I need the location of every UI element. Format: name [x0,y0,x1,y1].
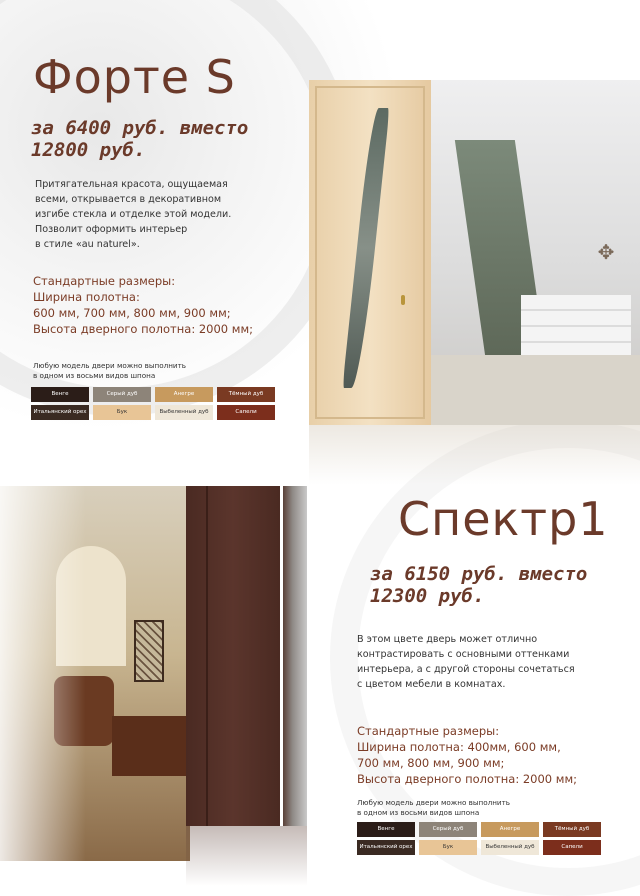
veneer-swatch: Выбеленный дуб [481,840,539,855]
desc-line: изгибе стекла и отделке этой модели. [35,209,232,220]
veneer-swatch: Тёмный дуб [217,387,275,402]
sizes-line: Ширина полотна: [33,290,140,304]
reflection-1 [309,425,640,485]
wall-ornament-icon: ✥ [597,240,615,264]
sizes-heading: Стандартные размеры: [357,724,500,738]
desc-line: интерьера, а с другой стороны сочетаться [357,664,575,675]
product1-price [31,117,301,161]
floor [431,355,640,425]
veneer-swatches-2 [357,822,601,855]
veneer-swatch: Анегре [481,822,539,837]
photo-fade [0,486,190,861]
spektr-door-image [186,486,280,826]
veneer-swatch: Серый дуб [419,822,477,837]
veneer-swatch: Сапели [543,840,601,855]
product2-price-line2: 12300 руб. [370,585,485,607]
veneer-swatch: Итальянский орех [357,840,415,855]
note-line: Любую модель двери можно выполнить [357,798,511,807]
sizes-heading: Стандартные размеры: [33,274,176,288]
product2-description [357,632,597,692]
desc-line: с цветом мебели в комнатах. [357,679,506,690]
veneer-swatch: Серый дуб [93,387,151,402]
veneer-swatch: Сапели [217,405,275,420]
sizes-line: 700 мм, 800 мм, 900 мм; [357,756,505,770]
product1-price-line1: за 6400 руб. вместо [31,117,249,139]
door-handle [401,295,405,305]
product2-price-line1: за 6150 руб. вместо [370,563,588,585]
veneer-swatch: Итальянский орех [31,405,89,420]
sizes-line: Ширина полотна: 400мм, 600 мм, [357,740,561,754]
desc-line: В этом цвете дверь может отлично [357,634,538,645]
product2-sizes [357,723,637,787]
veneer-swatch: Анегре [155,387,213,402]
product1-description [35,177,265,252]
door-side-strip [283,486,307,826]
forte-door-image [309,80,431,425]
veneer-swatch: Выбеленный дуб [155,405,213,420]
door-edge [206,486,208,826]
product2-price [370,563,640,607]
desc-line: всеми, открывается в декоративном [35,194,222,205]
interior-photo-1 [431,80,640,425]
product1-title: Форте S [33,50,236,104]
product2-title: Спектр1 [398,492,609,546]
veneer-swatches-1 [31,387,275,420]
note-line: в одном из восьми видов шпона [33,371,156,380]
sizes-line: Высота дверного полотна: 2000 мм; [357,772,578,786]
reflection-2 [186,826,307,886]
veneer-swatch: Венге [31,387,89,402]
desc-line: Позволит оформить интерьер [35,224,188,235]
veneer-swatch: Венге [357,822,415,837]
veneer-swatch: Бук [419,840,477,855]
sizes-line: Высота дверного полотна: 2000 мм; [33,322,254,336]
note-line: в одном из восьми видов шпона [357,808,480,817]
interior-photo-2 [0,486,190,861]
product1-sizes [33,273,293,337]
desc-line: в стиле «au naturel». [35,239,140,250]
desc-line: Притягательная красота, ощущаемая [35,179,228,190]
sizes-line: 600 мм, 700 мм, 800 мм, 900 мм; [33,306,231,320]
veneer-swatch: Тёмный дуб [543,822,601,837]
product2-veneer-note [357,798,557,818]
product1-price-line2: 12800 руб. [31,139,146,161]
desc-line: контрастировать с основными оттенками [357,649,570,660]
product1-veneer-note [33,361,233,381]
veneer-swatch: Бук [93,405,151,420]
note-line: Любую модель двери можно выполнить [33,361,187,370]
